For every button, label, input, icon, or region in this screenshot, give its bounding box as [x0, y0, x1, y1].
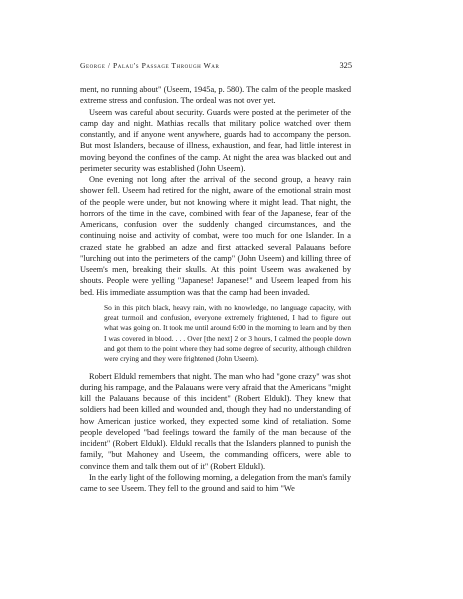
paragraph-2: Useem was careful about security. Guards were posted at the perimeter of the camp day and night. Mathias recalls that military police watched over them constantly, and if anyone went anywhere, guards had to accompany the person. But most Islanders, because of illness, exhaustion, and fear, had little interest in moving beyond the confines of the camp. At night the area was blacked out and perimeter security was established (John Useem).	[80, 107, 351, 173]
block-quote: So in this pitch black, heavy rain, with no knowledge, no language capacity, with great turmoil and confusion, everyone extremely frightened, I had to figure out what was going on. It took me until around 6:00 in the morning to learn and by then I was covered in blood. . . . Over [the next] 2 or 3 hours, I calmed the people down and got them to the point where they had some degree of security, although children were crying and they were frightened (John Useem).	[104, 302, 351, 364]
paragraph-5: In the early light of the following morning, a delegation from the man's family came to see Useem. They fell to the ground and said to him "We	[80, 472, 351, 494]
page-number: 325	[339, 61, 352, 70]
running-head: George / Palau's Passage Through War	[80, 61, 220, 70]
body-text	[80, 84, 351, 494]
paragraph-1: ment, no running about" (Useem, 1945a, p. 580). The calm of the people masked extreme stress and confusion. The ordeal was not over yet.	[80, 85, 351, 106]
paragraph-3: One evening not long after the arrival of the second group, a heavy rain shower fell. Useem had retired for the night, aware of the emotional strain most of the people were under, but not knowing where it might lead. That night, the horrors of the time in the cave, combined with fear of the Japanese, fear of the Americans, confusion over the suddenly changed circumstances, and the continuing noise and activity of combat, were too much for one Islander. In a crazed state he grabbed an adze and first attacked several Palauans before "lurching out into the perimeters of the camp" (John Useem) and killing three of Useem's men, breaking their skulls. At this point Useem was awakened by shouts. People were yelling "Japanese! Japanese!" and Useem leaped from his bed. His immediate assumption was that the camp had been invaded.	[80, 175, 351, 297]
paragraph-4: Robert Eldukl remembers that night. The man who had "gone crazy" was shot during his rampage, and the Palauans were very afraid that the Americans "might kill the Palauans because of this incident" (Robert Eldukl). They knew that soldiers had been killed and wounded and, though they had no understanding of how American justice worked, they expected some kind of retaliation. Some people developed "bad feelings toward the family of the man because of the incident" (Robert Eldukl). Eldukl recalls that the Islanders planned to punish the family, "but Mahoney and Useem, the commanding officers, were able to convince them and talk them out of it" (Robert Eldukl).	[80, 371, 352, 471]
